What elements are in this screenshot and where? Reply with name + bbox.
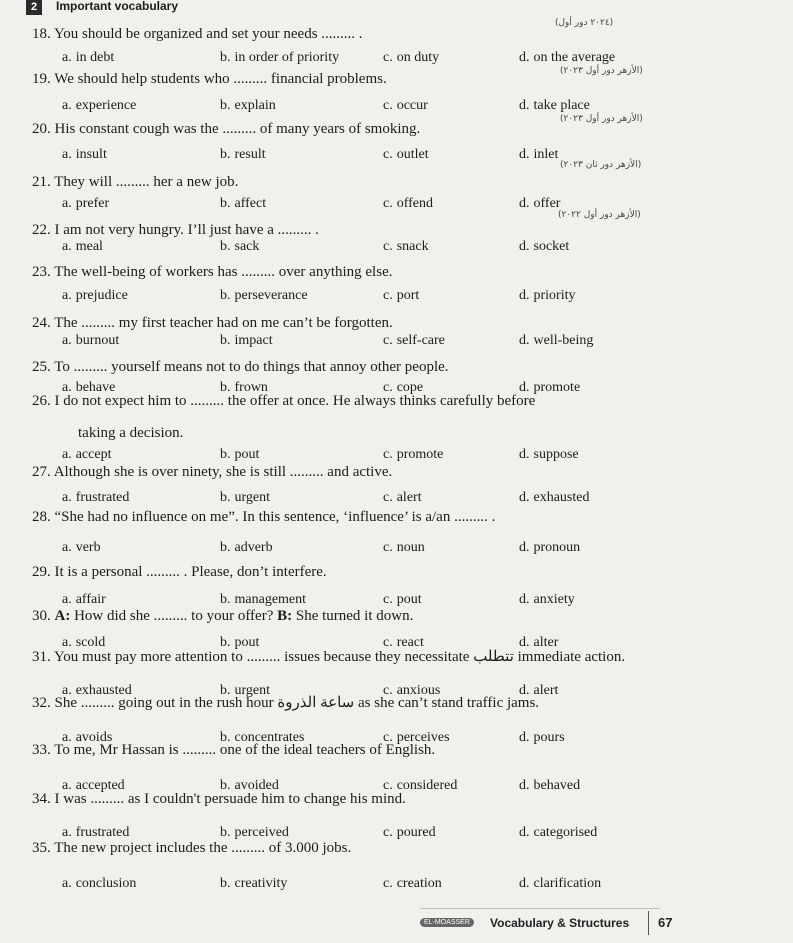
- option-letter: c.: [383, 778, 393, 793]
- option-text: outlet: [396, 147, 429, 162]
- answer-option[interactable]: [383, 540, 425, 556]
- question-number: 33.: [32, 742, 51, 758]
- answer-option[interactable]: [383, 147, 429, 163]
- option-letter: d.: [519, 825, 530, 840]
- exam-source-note: (الأزهر دور أول ٢٠٢٣): [560, 114, 643, 124]
- option-text: management: [234, 592, 307, 607]
- option-text: considered: [396, 778, 458, 793]
- option-letter: c.: [383, 592, 393, 607]
- option-letter: a.: [62, 730, 72, 745]
- option-letter: a.: [62, 147, 72, 162]
- option-text: frown: [234, 380, 268, 395]
- option-text: explain: [234, 98, 276, 113]
- question-text: The new project includes the ......... of 3.000 jobs.: [54, 840, 352, 856]
- option-text: scold: [75, 635, 106, 650]
- answer-option[interactable]: [220, 50, 339, 66]
- option-text: alter: [533, 635, 559, 650]
- option-letter: c.: [383, 447, 393, 462]
- option-text: frustrated: [75, 825, 130, 840]
- question-text: They will ......... her a new job.: [54, 174, 239, 190]
- exam-source-note: (الأزهر دور أول ٢٠٢٢): [558, 210, 641, 220]
- option-letter: b.: [220, 730, 231, 745]
- option-text: burnout: [75, 333, 120, 348]
- question-number: 34.: [32, 791, 51, 807]
- option-text: adverb: [234, 540, 273, 555]
- answer-option[interactable]: [220, 239, 259, 255]
- option-letter: a.: [62, 683, 72, 698]
- option-text: concentrates: [234, 730, 305, 745]
- answer-option[interactable]: [62, 333, 119, 349]
- option-text: react: [396, 635, 424, 650]
- speaker-b-text: She turned it down.: [295, 608, 414, 624]
- answer-option[interactable]: [220, 196, 266, 212]
- option-letter: d.: [519, 239, 530, 254]
- answer-option[interactable]: [519, 876, 601, 892]
- question-text: She ......... going out in the rush hour ساعة الذروة as she can’t stand traffic jams.: [54, 695, 540, 711]
- option-letter: c.: [383, 540, 393, 555]
- question-stem: [32, 119, 752, 139]
- question-text: To me, Mr Hassan is ......... one of the ideal teachers of English.: [54, 742, 436, 758]
- question-stem: [32, 562, 752, 582]
- option-letter: d.: [519, 98, 530, 113]
- answer-option[interactable]: [519, 540, 580, 556]
- option-letter: a.: [62, 592, 72, 607]
- question-stem: [32, 220, 752, 240]
- option-letter: a.: [62, 490, 72, 505]
- publisher-logo: EL-MOASSER: [420, 918, 474, 927]
- option-text: occur: [396, 98, 428, 113]
- option-letter: c.: [383, 333, 393, 348]
- exam-source-note: (٢٠٢٤ دور أول): [555, 18, 614, 28]
- answer-option[interactable]: [383, 196, 433, 212]
- question-text: I do not expect him to ......... the offer at once. He always thinks carefully before: [54, 393, 536, 409]
- option-letter: c.: [383, 50, 393, 65]
- option-letter: b.: [220, 239, 231, 254]
- option-text: insult: [75, 147, 107, 162]
- option-letter: d.: [519, 635, 530, 650]
- option-letter: c.: [383, 147, 393, 162]
- option-text: noun: [396, 540, 425, 555]
- option-letter: d.: [519, 592, 530, 607]
- option-letter: b.: [220, 540, 231, 555]
- option-text: pours: [533, 730, 565, 745]
- option-letter: c.: [383, 288, 393, 303]
- option-text: inlet: [533, 147, 559, 162]
- answer-option[interactable]: [220, 333, 273, 349]
- question-stem: [32, 740, 752, 760]
- option-text: clarification: [533, 876, 602, 891]
- question-text: I was ......... as I couldn't persuade him to change his mind.: [54, 791, 406, 807]
- answer-option[interactable]: [519, 447, 579, 463]
- question-stem: [32, 507, 752, 527]
- option-text: result: [234, 147, 266, 162]
- answer-option[interactable]: [62, 196, 109, 212]
- option-letter: b.: [220, 333, 231, 348]
- option-letter: b.: [220, 50, 231, 65]
- option-letter: a.: [62, 635, 72, 650]
- option-text: socket: [533, 239, 570, 254]
- answer-option[interactable]: [62, 447, 111, 463]
- speaker-a-label: A:: [54, 608, 71, 624]
- option-text: accepted: [75, 778, 125, 793]
- option-text: conclusion: [75, 876, 137, 891]
- question-text: I am not very hungry. I’ll just have a ......... .: [54, 222, 319, 238]
- footer-divider: [648, 911, 649, 935]
- question-number: 28.: [32, 509, 51, 525]
- question-text: Although she is over ninety, she is still ......... and active.: [53, 464, 393, 480]
- question-text: How did she ......... to your offer?: [74, 608, 274, 624]
- option-letter: c.: [383, 98, 393, 113]
- answer-option[interactable]: [220, 490, 270, 506]
- option-text: on duty: [396, 50, 440, 65]
- answer-option[interactable]: [519, 98, 590, 114]
- option-text: priority: [533, 288, 576, 303]
- question-stem: [32, 693, 752, 713]
- question-stem: [32, 313, 752, 333]
- option-letter: d.: [519, 730, 530, 745]
- footer-rule: [420, 908, 660, 909]
- option-text: exhausted: [533, 490, 590, 505]
- answer-option[interactable]: [383, 288, 419, 304]
- question-stem: [32, 69, 752, 89]
- answer-option[interactable]: [62, 50, 114, 66]
- option-text: behaved: [533, 778, 581, 793]
- footer-section-title: Vocabulary & Structures: [490, 916, 630, 930]
- question-stem: [32, 262, 752, 282]
- question-text: To ......... yourself means not to do things that annoy other people.: [54, 359, 449, 375]
- unit-header: [0, 0, 793, 16]
- option-text: self-care: [396, 333, 445, 348]
- answer-option[interactable]: [519, 239, 569, 255]
- option-letter: a.: [62, 288, 72, 303]
- option-text: frustrated: [75, 490, 130, 505]
- question-number: 31.: [32, 649, 51, 665]
- option-letter: c.: [383, 825, 393, 840]
- option-letter: b.: [220, 592, 231, 607]
- option-text: port: [396, 288, 420, 303]
- answer-option[interactable]: [519, 196, 560, 212]
- question-stem: [32, 647, 752, 667]
- option-text: anxiety: [533, 592, 575, 607]
- option-letter: c.: [383, 380, 393, 395]
- option-letter: d.: [519, 447, 530, 462]
- question-text: You should be organized and set your needs ......... .: [53, 26, 363, 42]
- option-text: impact: [234, 333, 273, 348]
- option-text: perceives: [396, 730, 450, 745]
- question-stem: [32, 789, 752, 809]
- question-number: 24.: [32, 315, 51, 331]
- option-text: promote: [396, 447, 444, 462]
- answer-option[interactable]: [62, 876, 136, 892]
- option-text: poured: [396, 825, 436, 840]
- option-letter: a.: [62, 380, 72, 395]
- question-stem: [32, 462, 752, 482]
- option-letter: b.: [220, 825, 231, 840]
- option-letter: a.: [62, 447, 72, 462]
- option-letter: c.: [383, 635, 393, 650]
- question-text: The well-being of workers has ......... over anything else.: [54, 264, 393, 280]
- answer-option[interactable]: [62, 239, 103, 255]
- option-text: urgent: [234, 683, 271, 698]
- question-number: 22.: [32, 222, 51, 238]
- question-stem: [32, 838, 752, 858]
- question-number: 26.: [32, 393, 51, 409]
- option-text: prefer: [75, 196, 110, 211]
- option-letter: c.: [383, 196, 393, 211]
- option-text: alert: [396, 490, 422, 505]
- answer-option[interactable]: [383, 447, 443, 463]
- option-letter: c.: [383, 730, 393, 745]
- question-number: 32.: [32, 695, 51, 711]
- option-text: pout: [234, 635, 260, 650]
- option-letter: a.: [62, 540, 72, 555]
- option-text: sack: [234, 239, 260, 254]
- option-text: creation: [396, 876, 442, 891]
- option-text: affair: [75, 592, 106, 607]
- option-letter: d.: [519, 683, 530, 698]
- option-letter: a.: [62, 333, 72, 348]
- option-letter: b.: [220, 447, 231, 462]
- option-letter: d.: [519, 333, 530, 348]
- speaker-b-label: B:: [277, 608, 293, 624]
- option-letter: c.: [383, 683, 393, 698]
- answer-option[interactable]: [383, 50, 439, 66]
- option-text: pronoun: [533, 540, 581, 555]
- answer-option[interactable]: [519, 147, 558, 163]
- question-text: You must pay more attention to ......... issues because they necessitate تتطلب immediate action.: [53, 649, 626, 665]
- option-letter: a.: [62, 98, 72, 113]
- option-letter: b.: [220, 147, 231, 162]
- question-number: 20.: [32, 121, 51, 137]
- question-text: His constant cough was the ......... of many years of smoking.: [54, 121, 421, 137]
- question-number: 21.: [32, 174, 51, 190]
- option-letter: a.: [62, 239, 72, 254]
- option-letter: a.: [62, 778, 72, 793]
- question-number: 18.: [32, 26, 51, 42]
- option-letter: a.: [62, 876, 72, 891]
- answer-option[interactable]: [62, 98, 136, 114]
- answer-option[interactable]: [220, 540, 273, 556]
- answer-option[interactable]: [519, 50, 615, 66]
- unit-title: Important vocabulary: [56, 0, 179, 13]
- option-text: perseverance: [234, 288, 308, 303]
- option-letter: d.: [519, 196, 530, 211]
- question-number: 23.: [32, 264, 51, 280]
- question-text: We should help students who ......... financial problems.: [54, 71, 387, 87]
- option-letter: b.: [220, 196, 231, 211]
- unit-number-badge: 2: [26, 0, 42, 15]
- option-letter: b.: [220, 778, 231, 793]
- option-text: well-being: [533, 333, 594, 348]
- option-text: categorised: [533, 825, 598, 840]
- option-text: take place: [533, 98, 590, 113]
- option-text: meal: [75, 239, 103, 254]
- option-text: exhausted: [75, 683, 132, 698]
- answer-option[interactable]: [62, 288, 128, 304]
- answer-option[interactable]: [220, 447, 259, 463]
- answer-option[interactable]: [220, 876, 287, 892]
- answer-option[interactable]: [383, 239, 429, 255]
- option-letter: b.: [220, 98, 231, 113]
- option-text: offend: [396, 196, 434, 211]
- option-text: creativity: [234, 876, 288, 891]
- question-number: 29.: [32, 564, 51, 580]
- option-text: behave: [75, 380, 116, 395]
- option-text: pout: [396, 592, 422, 607]
- answer-option[interactable]: [220, 288, 308, 304]
- page-number: 67: [658, 915, 673, 930]
- option-text: affect: [234, 196, 267, 211]
- question-number: 35.: [32, 840, 51, 856]
- question-text-continued: taking a decision.: [78, 425, 184, 441]
- question-number: 25.: [32, 359, 51, 375]
- option-text: avoids: [75, 730, 113, 745]
- answer-option[interactable]: [62, 490, 129, 506]
- option-letter: b.: [220, 490, 231, 505]
- option-text: cope: [396, 380, 424, 395]
- answer-option[interactable]: [383, 876, 442, 892]
- option-letter: c.: [383, 876, 393, 891]
- option-letter: d.: [519, 380, 530, 395]
- option-text: offer: [533, 196, 561, 211]
- option-text: promote: [533, 380, 581, 395]
- question-text: The ......... my first teacher had on me can’t be forgotten.: [54, 315, 393, 331]
- option-text: prejudice: [75, 288, 128, 303]
- option-text: experience: [75, 98, 137, 113]
- option-text: alert: [533, 683, 559, 698]
- option-letter: d.: [519, 288, 530, 303]
- answer-option[interactable]: [383, 333, 445, 349]
- answer-option[interactable]: [220, 98, 276, 114]
- option-letter: b.: [220, 288, 231, 303]
- option-letter: b.: [220, 380, 231, 395]
- option-text: snack: [396, 239, 429, 254]
- option-letter: c.: [383, 490, 393, 505]
- option-letter: b.: [220, 635, 231, 650]
- option-text: anxious: [396, 683, 441, 698]
- option-letter: b.: [220, 683, 231, 698]
- option-text: pout: [234, 447, 260, 462]
- question-number: 19.: [32, 71, 51, 87]
- option-text: in debt: [75, 50, 115, 65]
- answer-option[interactable]: [62, 540, 101, 556]
- question-text: “She had no influence on me”. In this sentence, ‘influence’ is a/an ......... .: [54, 509, 496, 525]
- question-stem: [32, 172, 752, 192]
- option-letter: d.: [519, 540, 530, 555]
- option-text: perceived: [234, 825, 289, 840]
- option-text: on the average: [533, 50, 616, 65]
- option-text: accept: [75, 447, 112, 462]
- option-letter: d.: [519, 778, 530, 793]
- question-stem: [32, 24, 752, 44]
- option-text: urgent: [234, 490, 271, 505]
- answer-option[interactable]: [62, 147, 107, 163]
- answer-option[interactable]: [519, 490, 589, 506]
- answer-option[interactable]: [220, 147, 266, 163]
- page-footer: [420, 915, 780, 935]
- option-letter: a.: [62, 196, 72, 211]
- option-letter: d.: [519, 50, 530, 65]
- answer-option[interactable]: [519, 288, 576, 304]
- answer-option[interactable]: [519, 333, 593, 349]
- option-text: avoided: [234, 778, 279, 793]
- option-text: verb: [75, 540, 101, 555]
- question-number: 27.: [32, 464, 51, 480]
- question-number: 30.: [32, 608, 51, 624]
- answer-option[interactable]: [383, 490, 422, 506]
- exam-source-note: (الأزهر دور ثان ٢٠٢٣): [560, 160, 642, 170]
- question-text: It is a personal ......... . Please, don’t interfere.: [54, 564, 327, 580]
- option-text: suppose: [533, 447, 579, 462]
- option-letter: b.: [220, 876, 231, 891]
- question-stem: [32, 606, 752, 626]
- option-letter: d.: [519, 876, 530, 891]
- option-letter: d.: [519, 147, 530, 162]
- question-stem: [32, 391, 752, 411]
- option-text: in order of priority: [234, 50, 340, 65]
- question-stem: [32, 357, 752, 377]
- option-letter: c.: [383, 239, 393, 254]
- option-letter: a.: [62, 825, 72, 840]
- option-letter: d.: [519, 490, 530, 505]
- exam-source-note: (الأزهر دور أول ٢٠٢٣): [560, 66, 643, 76]
- option-letter: a.: [62, 50, 72, 65]
- answer-option[interactable]: [383, 98, 428, 114]
